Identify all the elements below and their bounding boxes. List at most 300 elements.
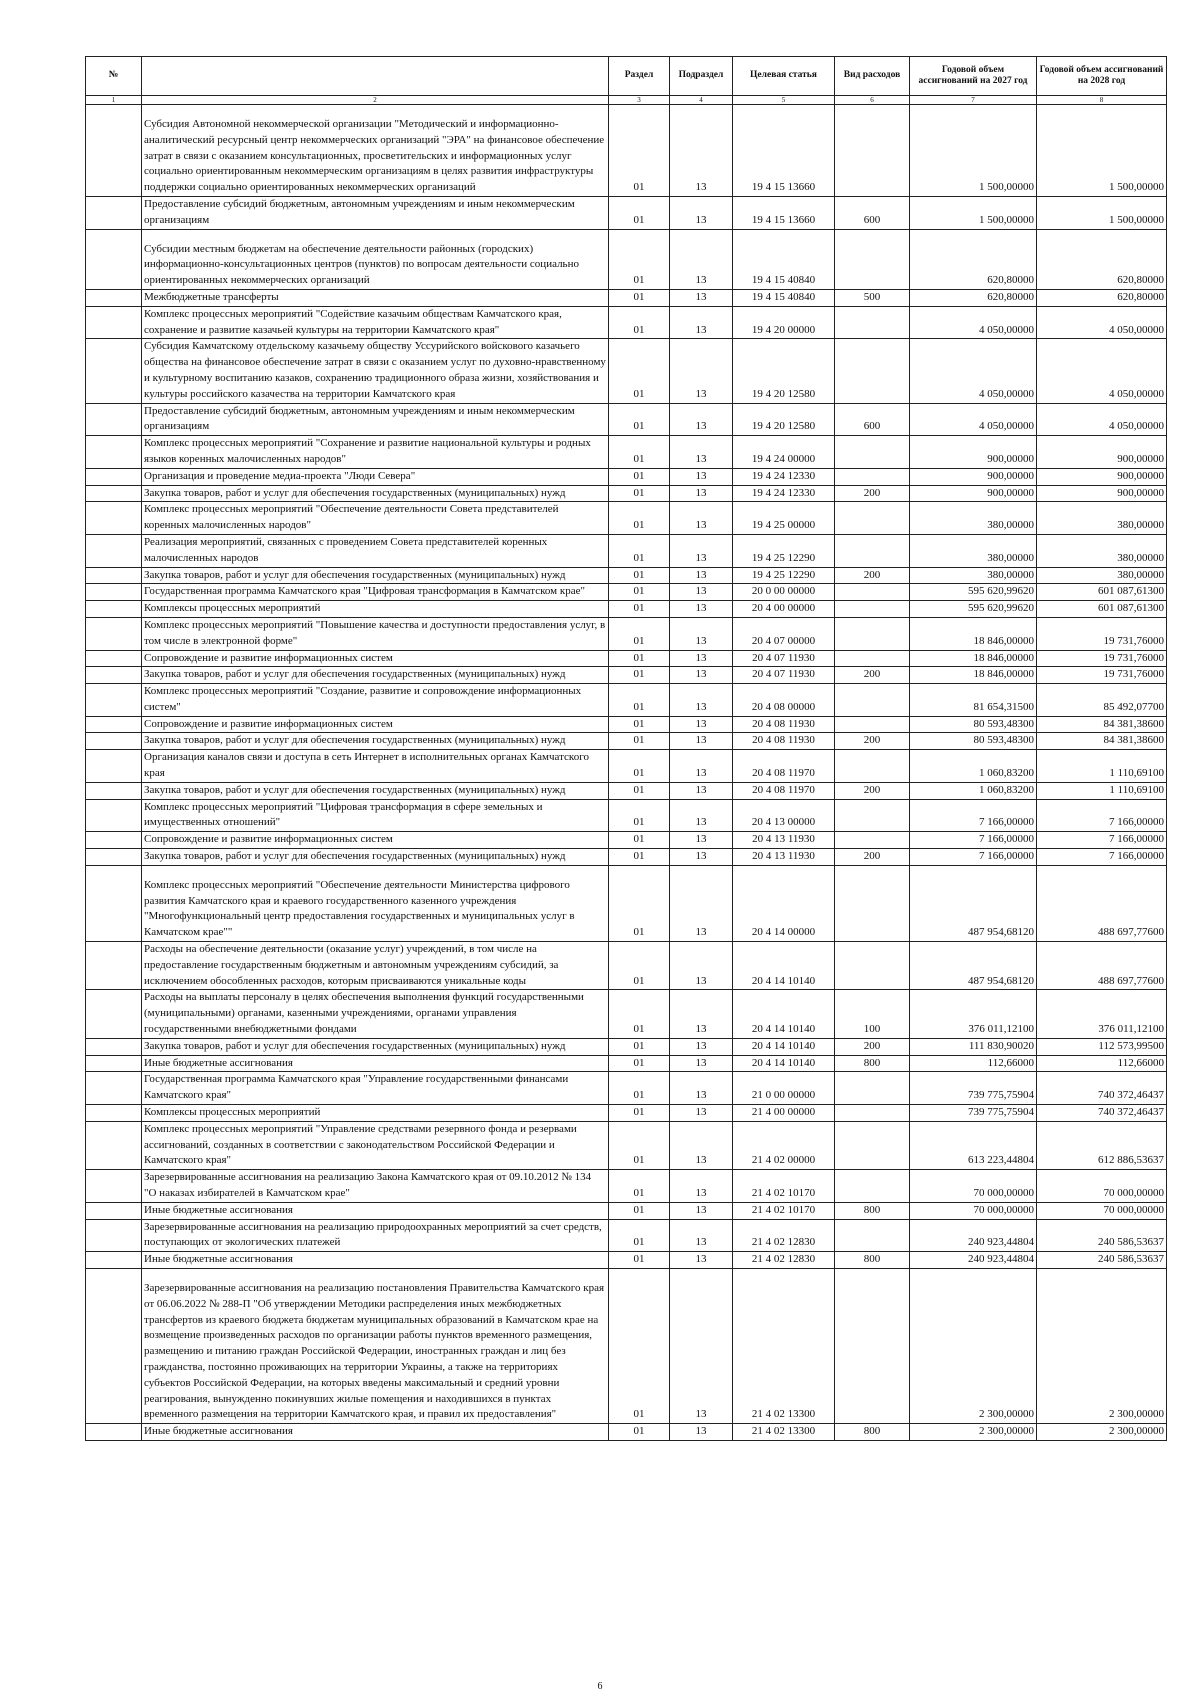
row-number-cell [86,1170,142,1203]
row-volume-2027: 380,00000 [910,567,1037,584]
row-volume-2028: 112,66000 [1037,1055,1167,1072]
row-podrazdel: 13 [670,750,733,783]
row-expense-type: 200 [835,1038,910,1055]
row-podrazdel: 13 [670,733,733,750]
row-target-article: 19 4 24 12330 [733,468,835,485]
header-volume-2028: Годовой объем ассигнований на 2028 год [1037,57,1167,96]
row-volume-2028: 2 300,00000 [1037,1268,1167,1423]
row-volume-2028: 240 586,53637 [1037,1252,1167,1269]
row-volume-2027: 487 954,68120 [910,865,1037,941]
row-description: Комплекс процессных мероприятий "Управление средствами резервного фонда и резервами ассигнований, созданных в соответствии с законодательством Российской Федерации и Камчатского края" [142,1121,609,1169]
row-number-cell [86,1252,142,1269]
row-target-article: 20 4 13 11930 [733,849,835,866]
row-volume-2027: 900,00000 [910,485,1037,502]
table-row [86,339,1167,403]
row-podrazdel: 13 [670,832,733,849]
row-expense-type [835,436,910,469]
row-expense-type: 200 [835,485,910,502]
column-number: 1 [86,96,142,105]
row-target-article: 20 4 14 10140 [733,942,835,990]
table-row [86,716,1167,733]
row-razdel: 01 [609,865,670,941]
row-number-cell [86,799,142,832]
row-podrazdel: 13 [670,534,733,567]
row-description: Расходы на обеспечение деятельности (оказание услуг) учреждений, в том числе на предоставление государственным бюджетным и автономным учреждениям субсидий, за исключением обособленных расходов, которым присваиваются уникальные коды [142,942,609,990]
row-volume-2028: 112 573,99500 [1037,1038,1167,1055]
row-razdel: 01 [609,601,670,618]
row-volume-2028: 612 886,53637 [1037,1121,1167,1169]
row-target-article: 19 4 24 00000 [733,436,835,469]
row-podrazdel: 13 [670,1202,733,1219]
row-number-cell [86,229,142,289]
row-number-cell [86,584,142,601]
row-volume-2028: 85 492,07700 [1037,684,1167,717]
column-number: 5 [733,96,835,105]
row-volume-2027: 18 846,00000 [910,667,1037,684]
row-volume-2028: 1 110,69100 [1037,782,1167,799]
row-expense-type: 500 [835,289,910,306]
row-podrazdel: 13 [670,485,733,502]
row-razdel: 01 [609,468,670,485]
row-podrazdel: 13 [670,1170,733,1203]
row-number-cell [86,990,142,1038]
row-volume-2027: 1 500,00000 [910,196,1037,229]
row-target-article: 19 4 25 00000 [733,502,835,535]
row-razdel: 01 [609,567,670,584]
row-target-article: 19 4 15 40840 [733,229,835,289]
row-number-cell [86,289,142,306]
row-volume-2027: 4 050,00000 [910,306,1037,339]
row-podrazdel: 13 [670,196,733,229]
row-volume-2028: 601 087,61300 [1037,584,1167,601]
row-target-article: 21 0 00 00000 [733,1072,835,1105]
header-razdel: Раздел [609,57,670,96]
row-description: Комплекс процессных мероприятий "Сохранение и развитие национальной культуры и родных языков коренных малочисленных народов" [142,436,609,469]
row-expense-type: 800 [835,1424,910,1441]
row-razdel: 01 [609,1072,670,1105]
row-description: Реализация мероприятий, связанных с проведением Совета представителей коренных малочисленных народов [142,534,609,567]
row-description: Комплекс процессных мероприятий "Цифровая трансформация в сфере земельных и имущественных отношений" [142,799,609,832]
row-razdel: 01 [609,584,670,601]
table-row [86,750,1167,783]
row-razdel: 01 [609,990,670,1038]
row-volume-2028: 4 050,00000 [1037,403,1167,436]
row-volume-2027: 1 060,83200 [910,750,1037,783]
row-volume-2028: 601 087,61300 [1037,601,1167,618]
row-number-cell [86,1202,142,1219]
row-volume-2028: 740 372,46437 [1037,1105,1167,1122]
row-podrazdel: 13 [670,502,733,535]
column-number: 8 [1037,96,1167,105]
row-volume-2027: 380,00000 [910,502,1037,535]
row-expense-type [835,1268,910,1423]
row-number-cell [86,942,142,990]
row-volume-2027: 7 166,00000 [910,799,1037,832]
row-volume-2028: 1 110,69100 [1037,750,1167,783]
row-volume-2027: 1 500,00000 [910,105,1037,197]
header-target-article: Целевая статья [733,57,835,96]
row-number-cell [86,684,142,717]
row-volume-2027: 4 050,00000 [910,403,1037,436]
row-podrazdel: 13 [670,403,733,436]
row-volume-2028: 380,00000 [1037,502,1167,535]
row-expense-type: 600 [835,403,910,436]
row-podrazdel: 13 [670,1121,733,1169]
row-volume-2028: 70 000,00000 [1037,1170,1167,1203]
row-volume-2027: 70 000,00000 [910,1170,1037,1203]
row-volume-2028: 70 000,00000 [1037,1202,1167,1219]
row-podrazdel: 13 [670,289,733,306]
table-row [86,1072,1167,1105]
row-description: Комплекс процессных мероприятий "Создание, развитие и сопровождение информационных систем" [142,684,609,717]
row-volume-2028: 380,00000 [1037,567,1167,584]
row-podrazdel: 13 [670,942,733,990]
row-target-article: 19 4 25 12290 [733,534,835,567]
table-row [86,684,1167,717]
table-row [86,485,1167,502]
row-razdel: 01 [609,716,670,733]
row-razdel: 01 [609,1105,670,1122]
row-volume-2028: 7 166,00000 [1037,832,1167,849]
header-number: № [86,57,142,96]
row-number-cell [86,865,142,941]
table-row [86,567,1167,584]
column-number: 3 [609,96,670,105]
row-volume-2028: 240 586,53637 [1037,1219,1167,1252]
row-razdel: 01 [609,339,670,403]
row-description: Комплексы процессных мероприятий [142,1105,609,1122]
row-razdel: 01 [609,1268,670,1423]
row-number-cell [86,617,142,650]
row-podrazdel: 13 [670,1055,733,1072]
table-row [86,617,1167,650]
row-number-cell [86,1105,142,1122]
row-description: Закупка товаров, работ и услуг для обеспечения государственных (муниципальных) нужд [142,667,609,684]
row-volume-2028: 1 500,00000 [1037,196,1167,229]
row-target-article: 19 4 15 40840 [733,289,835,306]
row-target-article: 20 4 08 11930 [733,733,835,750]
row-volume-2027: 620,80000 [910,289,1037,306]
row-volume-2028: 488 697,77600 [1037,942,1167,990]
row-podrazdel: 13 [670,436,733,469]
row-volume-2028: 19 731,76000 [1037,617,1167,650]
row-description: Закупка товаров, работ и услуг для обеспечения государственных (муниципальных) нужд [142,849,609,866]
table-row [86,1170,1167,1203]
row-razdel: 01 [609,684,670,717]
row-number-cell [86,485,142,502]
row-razdel: 01 [609,942,670,990]
row-target-article: 20 4 08 00000 [733,684,835,717]
row-razdel: 01 [609,650,670,667]
row-description: Зарезервированные ассигнования на реализацию природоохранных мероприятий за счет средств, поступающих от экологических платежей [142,1219,609,1252]
row-expense-type: 800 [835,1202,910,1219]
row-volume-2028: 900,00000 [1037,436,1167,469]
row-description: Сопровождение и развитие информационных систем [142,716,609,733]
row-description: Иные бюджетные ассигнования [142,1055,609,1072]
row-volume-2027: 18 846,00000 [910,650,1037,667]
row-volume-2027: 80 593,48300 [910,733,1037,750]
table-row [86,534,1167,567]
row-expense-type [835,684,910,717]
table-row [86,403,1167,436]
row-description: Субсидия Камчатскому отдельскому казачьему обществу Уссурийского войскового казачьего общества на финансовое обеспечение затрат в связи с оказанием услуг по духовно-нравственному и культурному воспитанию казаков, сохранению традиционного образа жизни, хозяйствования и культуры российского казачества на территории Камчатского края [142,339,609,403]
header-description [142,57,609,96]
row-razdel: 01 [609,1038,670,1055]
row-expense-type [835,502,910,535]
row-description: Зарезервированные ассигнования на реализацию постановления Правительства Камчатского края от 06.06.2022 № 288-П "Об утверждении Методики распределения иных межбюджетных трансфертов из краевого бюджета бюджетам муниципальных образований в Камчатском крае на возмещение произведенных расходов по организации работы пунктов временного размещения, размещению и питанию граждан Российской Федерации, иностранных граждан и лиц без гражданства, постоянно проживающих на территории Украины, а также на территориях субъектов Российской Федерации, на которых введены максимальный и средний уровни реагирования, вынужденно покинувших жилые помещения и находившихся в пунктах временного размещения на территории Камчатского края, и правил их предоставления" [142,1268,609,1423]
row-expense-type [835,650,910,667]
row-volume-2027: 739 775,75904 [910,1072,1037,1105]
row-volume-2028: 7 166,00000 [1037,799,1167,832]
row-volume-2028: 376 011,12100 [1037,990,1167,1038]
row-volume-2028: 380,00000 [1037,534,1167,567]
table-row [86,1219,1167,1252]
row-target-article: 20 4 08 11930 [733,716,835,733]
header-expense-type: Вид расходов [835,57,910,96]
row-expense-type: 600 [835,196,910,229]
row-number-cell [86,468,142,485]
row-podrazdel: 13 [670,1252,733,1269]
row-description: Субсидия Автономной некоммерческой организации "Методический и информационно-аналитический ресурсный центр некоммерческих организаций "ЭРА" на финансовое обеспечение затрат в связи с оказанием консультационных, просветительских и информационных услуг социально ориентированным некоммерческим организациям в целях развития инфраструктуры поддержки социально ориентированных некоммерческих организаций [142,105,609,197]
row-description: Иные бюджетные ассигнования [142,1424,609,1441]
row-description: Сопровождение и развитие информационных систем [142,832,609,849]
row-podrazdel: 13 [670,849,733,866]
row-razdel: 01 [609,436,670,469]
row-volume-2028: 7 166,00000 [1037,849,1167,866]
row-target-article: 20 4 13 11930 [733,832,835,849]
row-target-article: 20 4 14 10140 [733,990,835,1038]
row-target-article: 19 4 24 12330 [733,485,835,502]
row-podrazdel: 13 [670,716,733,733]
table-row [86,1105,1167,1122]
row-number-cell [86,1219,142,1252]
column-number: 6 [835,96,910,105]
row-expense-type: 200 [835,667,910,684]
row-podrazdel: 13 [670,339,733,403]
row-expense-type [835,865,910,941]
row-volume-2027: 1 060,83200 [910,782,1037,799]
table-row [86,849,1167,866]
table-row [86,196,1167,229]
row-podrazdel: 13 [670,667,733,684]
row-number-cell [86,1121,142,1169]
row-razdel: 01 [609,502,670,535]
row-volume-2027: 80 593,48300 [910,716,1037,733]
row-number-cell [86,650,142,667]
row-volume-2028: 900,00000 [1037,485,1167,502]
column-number: 4 [670,96,733,105]
row-description: Расходы на выплаты персоналу в целях обеспечения выполнения функций государственными (муниципальными) органами, казенными учреждениями, органами управления государственными внебюджетными фондами [142,990,609,1038]
row-target-article: 21 4 02 13300 [733,1268,835,1423]
row-target-article: 19 4 20 12580 [733,403,835,436]
row-description: Комплекс процессных мероприятий "Повышение качества и доступности предоставления услуг, в том числе в электронной форме" [142,617,609,650]
table-row [86,1424,1167,1441]
row-description: Субсидии местным бюджетам на обеспечение деятельности районных (городских) информационно-консультационных центров (пунктов) по вопросам деятельности социально ориентированных некоммерческих организаций [142,229,609,289]
row-description: Организация и проведение медиа-проекта "Люди Севера" [142,468,609,485]
row-volume-2028: 620,80000 [1037,289,1167,306]
row-expense-type: 100 [835,990,910,1038]
table-row [86,799,1167,832]
row-podrazdel: 13 [670,468,733,485]
row-razdel: 01 [609,196,670,229]
row-podrazdel: 13 [670,567,733,584]
row-target-article: 20 4 14 00000 [733,865,835,941]
row-number-cell [86,306,142,339]
row-description: Государственная программа Камчатского края "Цифровая трансформация в Камчатском крае" [142,584,609,601]
row-volume-2027: 70 000,00000 [910,1202,1037,1219]
row-target-article: 21 4 02 12830 [733,1252,835,1269]
row-target-article: 19 4 15 13660 [733,196,835,229]
row-volume-2028: 19 731,76000 [1037,667,1167,684]
row-razdel: 01 [609,485,670,502]
row-razdel: 01 [609,667,670,684]
row-podrazdel: 13 [670,1038,733,1055]
table-row [86,1038,1167,1055]
row-target-article: 19 4 25 12290 [733,567,835,584]
row-podrazdel: 13 [670,601,733,618]
row-volume-2027: 380,00000 [910,534,1037,567]
table-row [86,502,1167,535]
column-number-row [86,96,1167,105]
row-description: Комплекс процессных мероприятий "Обеспечение деятельности Совета представителей коренных малочисленных народов" [142,502,609,535]
row-razdel: 01 [609,1219,670,1252]
row-volume-2027: 81 654,31500 [910,684,1037,717]
row-volume-2027: 7 166,00000 [910,832,1037,849]
row-expense-type [835,942,910,990]
row-target-article: 21 4 02 10170 [733,1170,835,1203]
row-razdel: 01 [609,832,670,849]
row-number-cell [86,105,142,197]
row-target-article: 20 4 14 10140 [733,1055,835,1072]
row-podrazdel: 13 [670,1268,733,1423]
column-number: 7 [910,96,1037,105]
row-expense-type [835,1219,910,1252]
row-razdel: 01 [609,799,670,832]
row-number-cell [86,849,142,866]
row-razdel: 01 [609,1170,670,1203]
row-expense-type: 200 [835,733,910,750]
row-podrazdel: 13 [670,1424,733,1441]
row-expense-type [835,601,910,618]
row-volume-2027: 739 775,75904 [910,1105,1037,1122]
row-expense-type [835,716,910,733]
row-expense-type [835,229,910,289]
row-podrazdel: 13 [670,105,733,197]
row-description: Предоставление субсидий бюджетным, автономным учреждениям и иным некоммерческим организациям [142,403,609,436]
row-podrazdel: 13 [670,799,733,832]
row-expense-type [835,105,910,197]
row-target-article: 21 4 02 12830 [733,1219,835,1252]
row-target-article: 21 4 00 00000 [733,1105,835,1122]
row-target-article: 21 4 02 10170 [733,1202,835,1219]
row-target-article: 20 4 08 11970 [733,782,835,799]
row-podrazdel: 13 [670,229,733,289]
row-razdel: 01 [609,289,670,306]
page-number: 6 [597,1681,603,1692]
row-podrazdel: 13 [670,584,733,601]
row-number-cell [86,436,142,469]
row-description: Зарезервированные ассигнования на реализацию Закона Камчатского края от 09.10.2012 № 134 "О наказах избирателей в Камчатском крае" [142,1170,609,1203]
row-target-article: 20 4 13 00000 [733,799,835,832]
row-volume-2027: 240 923,44804 [910,1219,1037,1252]
row-razdel: 01 [609,306,670,339]
row-target-article: 20 4 00 00000 [733,601,835,618]
row-number-cell [86,1038,142,1055]
table-row [86,584,1167,601]
row-expense-type [835,339,910,403]
row-podrazdel: 13 [670,617,733,650]
row-podrazdel: 13 [670,306,733,339]
row-expense-type: 200 [835,782,910,799]
row-description: Закупка товаров, работ и услуг для обеспечения государственных (муниципальных) нужд [142,567,609,584]
row-podrazdel: 13 [670,1072,733,1105]
row-number-cell [86,832,142,849]
row-volume-2027: 112,66000 [910,1055,1037,1072]
row-volume-2027: 613 223,44804 [910,1121,1037,1169]
row-number-cell [86,750,142,783]
row-target-article: 20 4 07 00000 [733,617,835,650]
row-razdel: 01 [609,1121,670,1169]
row-volume-2027: 620,80000 [910,229,1037,289]
table-row [86,105,1167,197]
row-razdel: 01 [609,1424,670,1441]
table-row [86,436,1167,469]
row-volume-2027: 111 830,90020 [910,1038,1037,1055]
row-razdel: 01 [609,1202,670,1219]
row-description: Государственная программа Камчатского края "Управление государственными финансами Камчатского края" [142,1072,609,1105]
row-razdel: 01 [609,617,670,650]
table-row [86,289,1167,306]
row-description: Комплекс процессных мероприятий "Содействие казачьим обществам Камчатского края, сохранение и развитие казачьей культуры на территории Камчатского края" [142,306,609,339]
row-description: Организация каналов связи и доступа в сеть Интернет в исполнительных органах Камчатского края [142,750,609,783]
row-expense-type [835,832,910,849]
table-row [86,990,1167,1038]
row-description: Сопровождение и развитие информационных систем [142,650,609,667]
header-podrazdel: Подраздел [670,57,733,96]
row-volume-2028: 2 300,00000 [1037,1424,1167,1441]
row-razdel: 01 [609,534,670,567]
table-row [86,650,1167,667]
table-row [86,942,1167,990]
row-volume-2027: 595 620,99620 [910,601,1037,618]
row-number-cell [86,502,142,535]
header-volume-2027: Годовой объем ассигнований на 2027 год [910,57,1037,96]
row-number-cell [86,733,142,750]
table-row [86,1121,1167,1169]
row-razdel: 01 [609,1252,670,1269]
row-target-article: 20 0 00 00000 [733,584,835,601]
table-row [86,667,1167,684]
row-volume-2027: 487 954,68120 [910,942,1037,990]
row-volume-2027: 240 923,44804 [910,1252,1037,1269]
row-volume-2027: 2 300,00000 [910,1424,1037,1441]
row-number-cell [86,1072,142,1105]
row-razdel: 01 [609,403,670,436]
row-volume-2028: 620,80000 [1037,229,1167,289]
row-expense-type [835,534,910,567]
table-row [86,229,1167,289]
row-expense-type [835,1072,910,1105]
row-expense-type [835,750,910,783]
row-podrazdel: 13 [670,990,733,1038]
row-volume-2027: 18 846,00000 [910,617,1037,650]
row-podrazdel: 13 [670,684,733,717]
row-volume-2028: 84 381,38600 [1037,716,1167,733]
row-expense-type [835,1105,910,1122]
row-description: Закупка товаров, работ и услуг для обеспечения государственных (муниципальных) нужд [142,485,609,502]
table-row [86,733,1167,750]
row-expense-type [835,617,910,650]
